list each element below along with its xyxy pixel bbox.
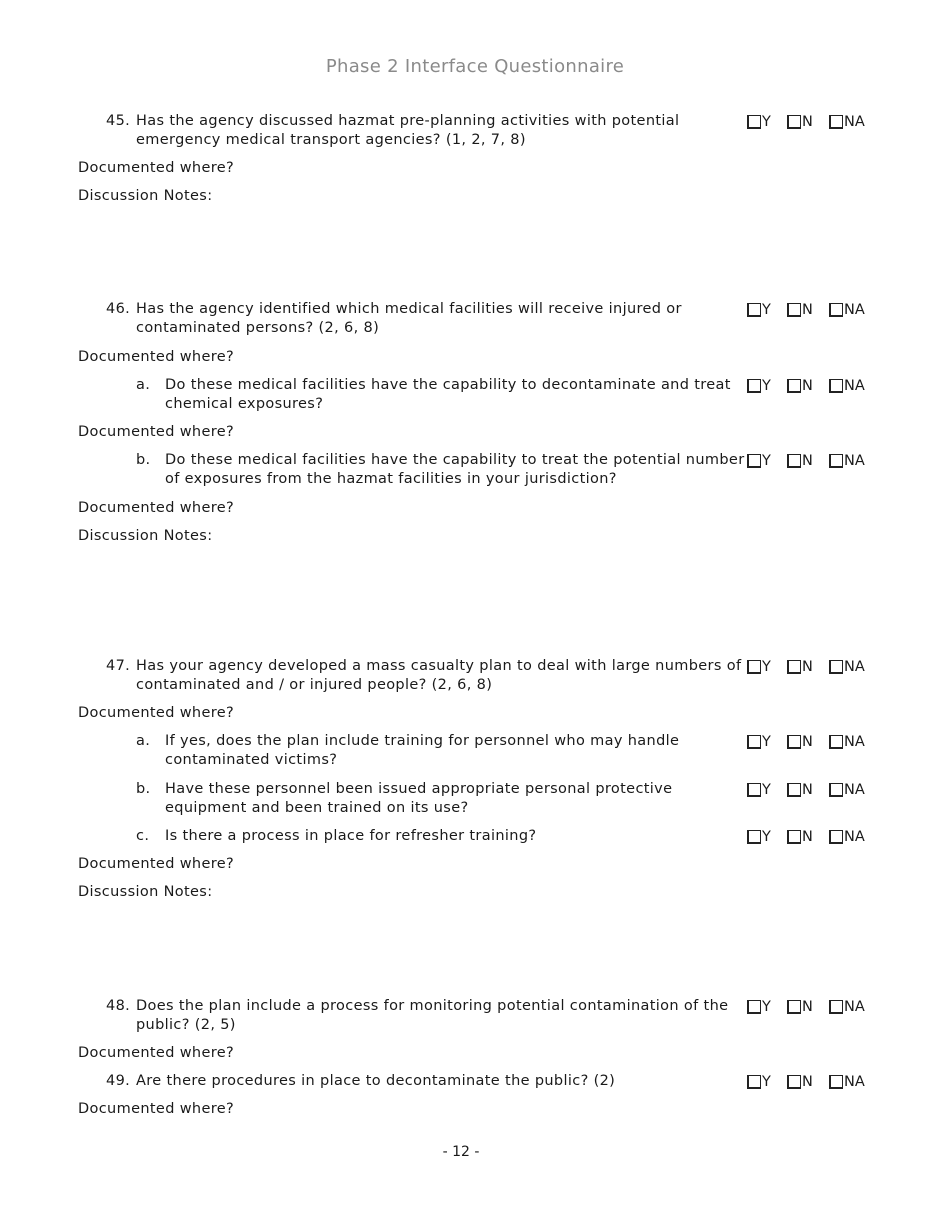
answer-options-47a: Y N NA	[747, 732, 865, 751]
page-number: - 12 -	[442, 1144, 480, 1160]
sub-question-text: Have these personnel been issued appropriate personal protective equipment and been trained on its use?	[165, 781, 673, 816]
checkbox-no[interactable]	[787, 303, 801, 317]
checkbox-no[interactable]	[787, 830, 801, 844]
checkbox-no[interactable]	[787, 735, 801, 749]
sub-question-letter: b.	[136, 781, 151, 797]
sub-question-text: Do these medical facilities have the capability to decontaminate and treat chemical exposures?	[165, 377, 731, 412]
checkbox-na[interactable]	[829, 1075, 843, 1089]
checkbox-yes[interactable]	[747, 830, 761, 844]
checkbox-yes[interactable]	[747, 735, 761, 749]
checkbox-yes[interactable]	[747, 454, 761, 468]
question-47b	[136, 780, 746, 818]
checkbox-na[interactable]	[829, 454, 843, 468]
checkbox-yes[interactable]	[747, 1075, 761, 1089]
question-number: 45.	[106, 113, 131, 129]
checkbox-no[interactable]	[787, 379, 801, 393]
answer-options-46a: Y N NA	[747, 376, 865, 395]
documented-where-label: Documented where?	[78, 856, 235, 872]
question-number: 46.	[106, 301, 131, 317]
question-46a	[136, 376, 746, 414]
documented-where-label: Documented where?	[78, 160, 235, 176]
checkbox-no[interactable]	[787, 115, 801, 129]
checkbox-na[interactable]	[829, 735, 843, 749]
sub-question-text: If yes, does the plan include training for personnel who may handle contaminated victims?	[165, 733, 680, 768]
documented-where-label: Documented where?	[78, 349, 235, 365]
checkbox-yes[interactable]	[747, 783, 761, 797]
checkbox-na[interactable]	[829, 1000, 843, 1014]
checkbox-no[interactable]	[787, 660, 801, 674]
discussion-notes-label: Discussion Notes:	[78, 884, 213, 900]
question-47a	[136, 732, 746, 770]
question-45	[106, 112, 746, 150]
checkbox-na[interactable]	[829, 379, 843, 393]
question-46	[106, 300, 746, 338]
answer-options-48: Y N NA	[747, 997, 865, 1016]
answer-options-47b: Y N NA	[747, 780, 865, 799]
question-47c	[136, 827, 746, 846]
documented-where-label: Documented where?	[78, 1045, 235, 1061]
page-title: Phase 2 Interface Questionnaire	[325, 56, 625, 77]
question-text: Has the agency discussed hazmat pre-planning activities with potential emergency medical transport agencies? (1, 2, 7, 8)	[136, 113, 680, 148]
checkbox-yes[interactable]	[747, 303, 761, 317]
checkbox-no[interactable]	[787, 1075, 801, 1089]
question-text: Does the plan include a process for monitoring potential contamination of the public? (2, 5)	[136, 998, 729, 1033]
documented-where-label: Documented where?	[78, 705, 235, 721]
checkbox-na[interactable]	[829, 783, 843, 797]
answer-options-46b: Y N NA	[747, 451, 865, 470]
discussion-notes-label: Discussion Notes:	[78, 528, 213, 544]
checkbox-yes[interactable]	[747, 379, 761, 393]
checkbox-no[interactable]	[787, 783, 801, 797]
checkbox-yes[interactable]	[747, 1000, 761, 1014]
answer-options-45: Y N NA	[747, 112, 865, 131]
sub-question-letter: a.	[136, 377, 151, 393]
question-47	[106, 657, 746, 695]
documented-where-label: Documented where?	[78, 500, 235, 516]
checkbox-yes[interactable]	[747, 115, 761, 129]
sub-question-text: Is there a process in place for refresher training?	[165, 828, 537, 844]
documented-where-label: Documented where?	[78, 1101, 235, 1117]
question-text: Has the agency identified which medical facilities will receive injured or contaminated persons? (2, 6, 8)	[136, 301, 682, 336]
checkbox-yes[interactable]	[747, 660, 761, 674]
checkbox-na[interactable]	[829, 660, 843, 674]
answer-options-49: Y N NA	[747, 1072, 865, 1091]
question-49	[106, 1072, 746, 1091]
answer-options-46: Y N NA	[747, 300, 865, 319]
checkbox-na[interactable]	[829, 303, 843, 317]
discussion-notes-label: Discussion Notes:	[78, 188, 213, 204]
checkbox-no[interactable]	[787, 1000, 801, 1014]
sub-question-letter: a.	[136, 733, 151, 749]
checkbox-na[interactable]	[829, 830, 843, 844]
question-number: 49.	[106, 1073, 131, 1089]
question-text: Has your agency developed a mass casualty plan to deal with large numbers of contaminated and / or injured people? (2, 6, 8)	[136, 658, 742, 693]
answer-options-47c: Y N NA	[747, 827, 865, 846]
question-number: 48.	[106, 998, 131, 1014]
question-46b	[136, 451, 746, 489]
question-number: 47.	[106, 658, 131, 674]
answer-options-47: Y N NA	[747, 657, 865, 676]
question-48	[106, 997, 746, 1035]
documented-where-label: Documented where?	[78, 424, 235, 440]
sub-question-letter: c.	[136, 828, 150, 844]
sub-question-letter: b.	[136, 452, 151, 468]
checkbox-no[interactable]	[787, 454, 801, 468]
sub-question-text: Do these medical facilities have the capability to treat the potential number of exposures from the hazmat facilities in your jurisdiction?	[165, 452, 745, 487]
checkbox-na[interactable]	[829, 115, 843, 129]
question-text: Are there procedures in place to decontaminate the public? (2)	[136, 1073, 616, 1089]
